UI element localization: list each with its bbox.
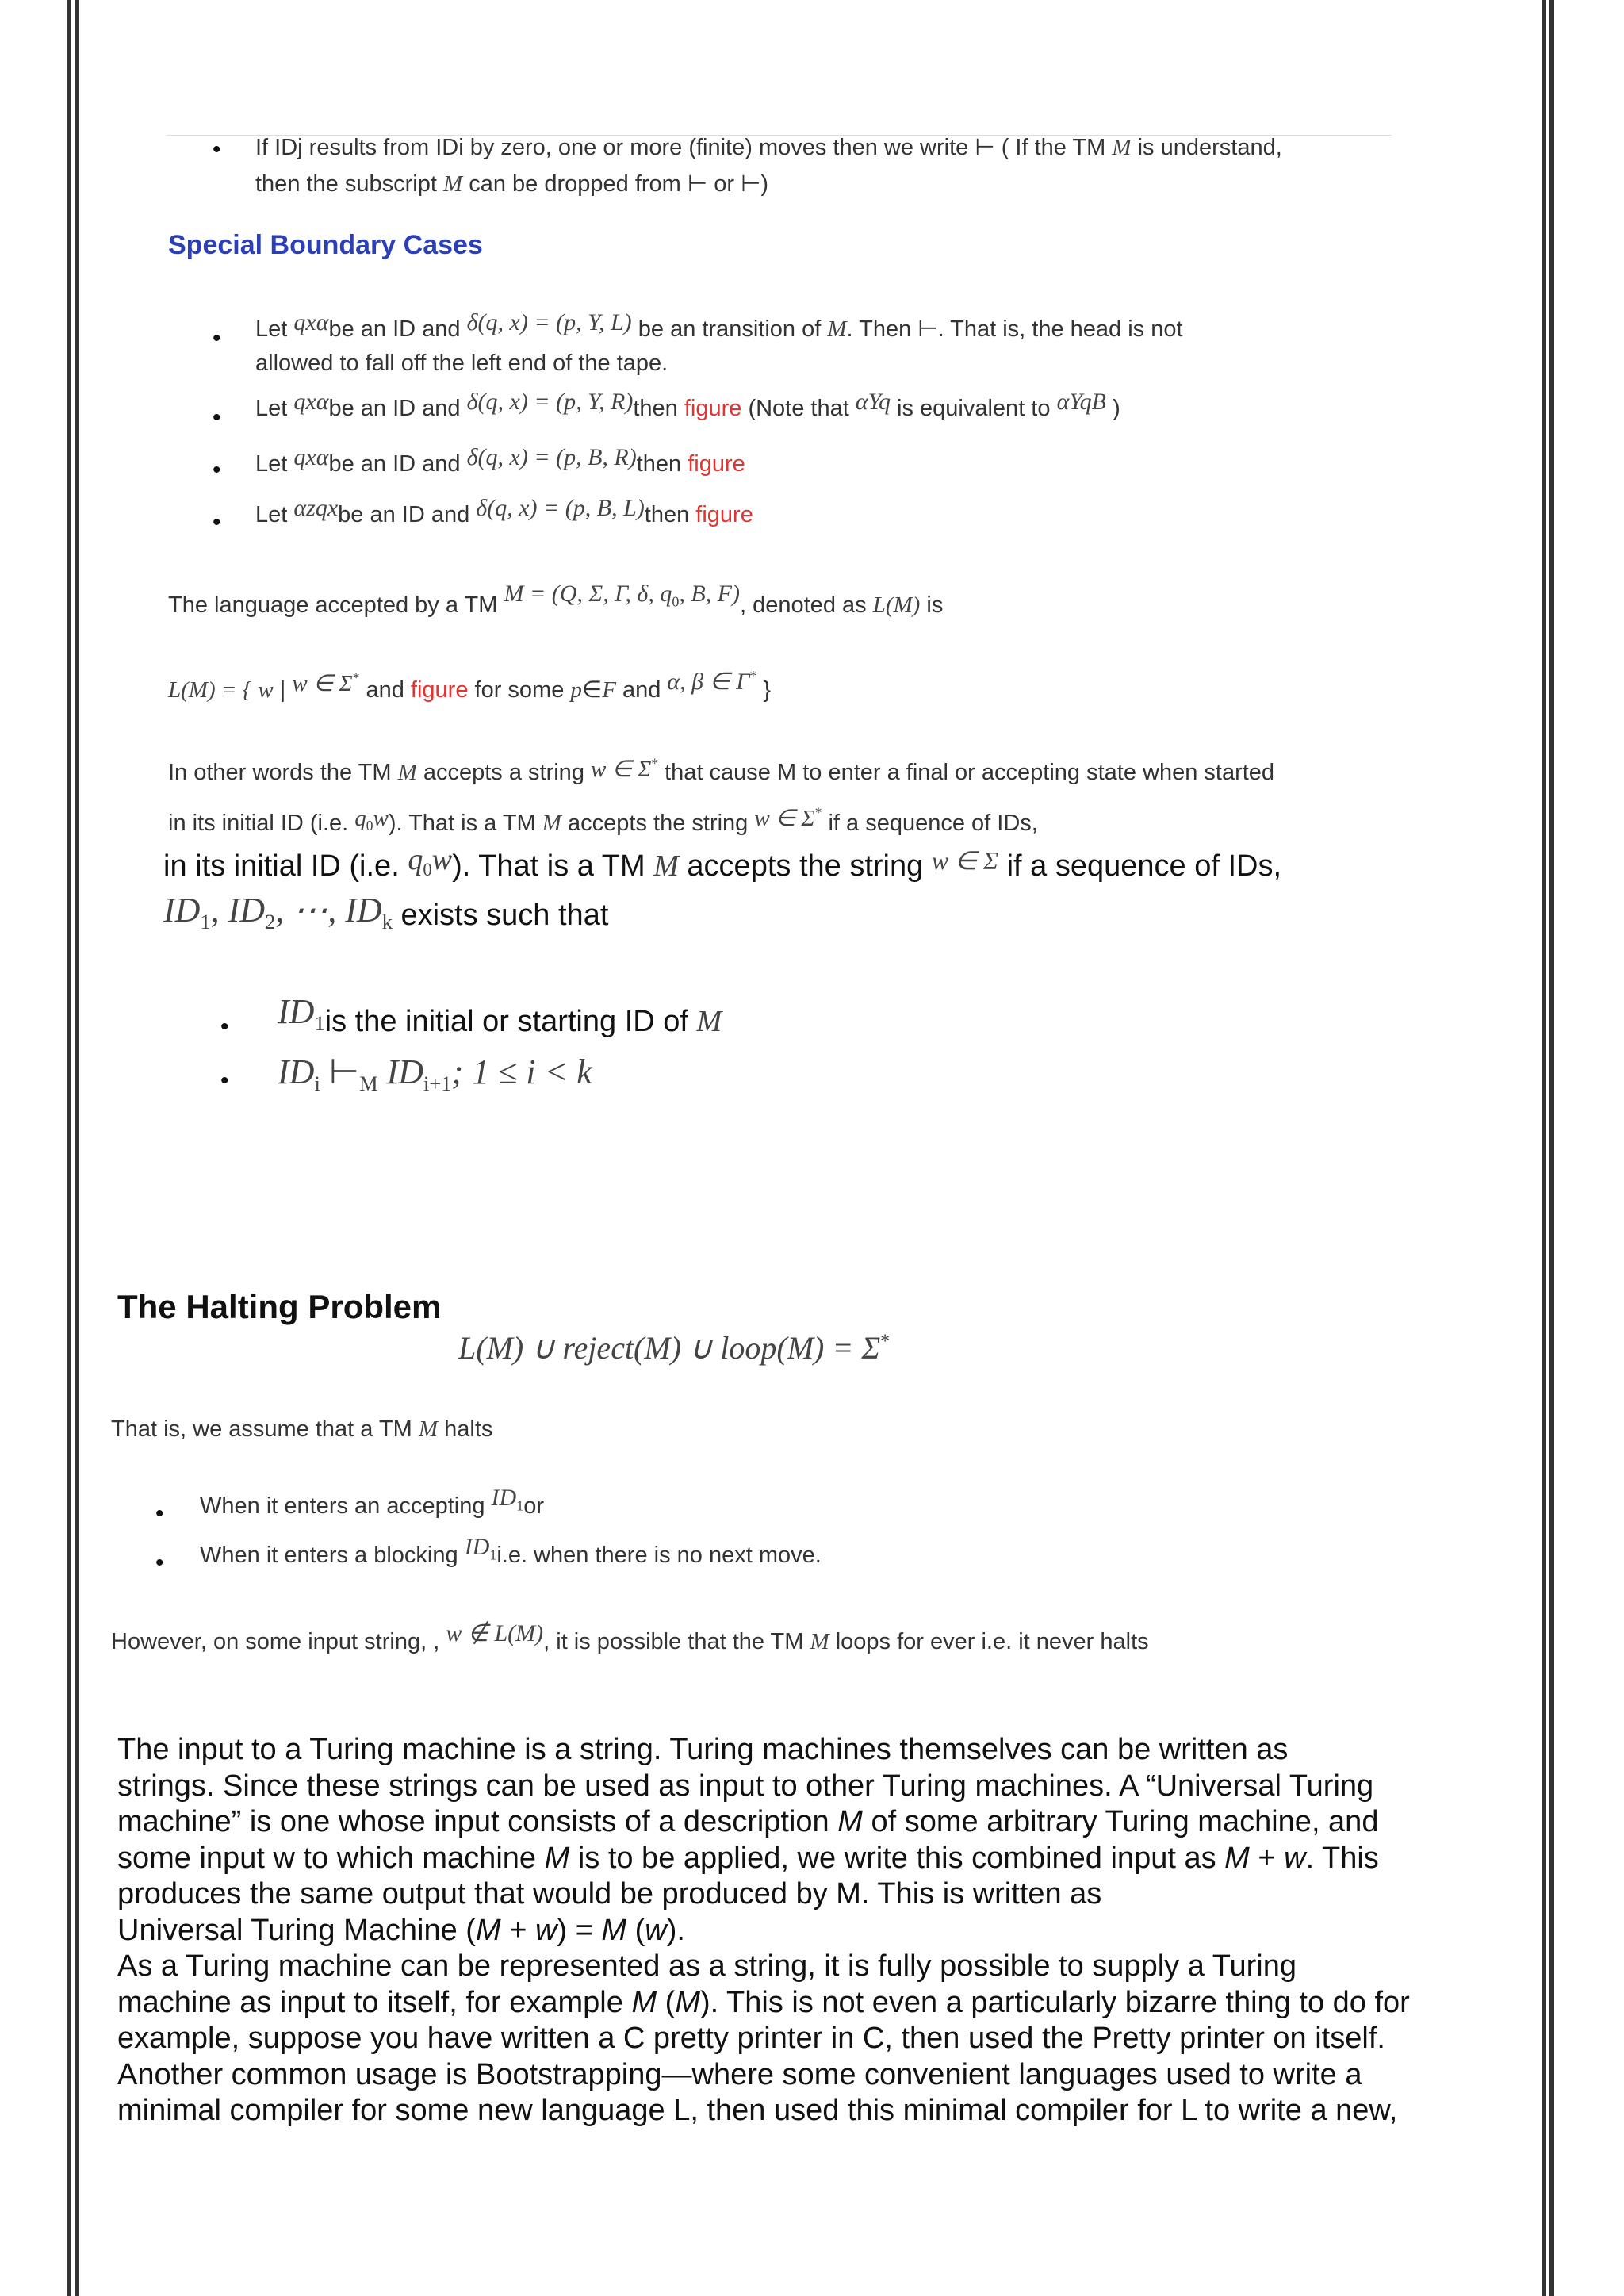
text-line bbox=[117, 1841, 1481, 1877]
figure-link[interactable]: figure bbox=[410, 677, 469, 703]
bullet-dot: • bbox=[213, 325, 221, 351]
text: M bbox=[475, 1913, 501, 1947]
turnstile-icon: ⊢ bbox=[917, 315, 938, 342]
text: ID bbox=[278, 1052, 315, 1091]
text: can be dropped from bbox=[469, 171, 681, 197]
text: Let bbox=[255, 451, 288, 477]
math-delta: δ(q, x) = (p, B, R) bbox=[466, 444, 637, 470]
text: for some bbox=[474, 677, 565, 703]
math-m: M bbox=[653, 849, 679, 883]
text: (Note that bbox=[748, 396, 849, 421]
text: | bbox=[279, 677, 286, 703]
id-sequence bbox=[163, 890, 608, 934]
bullet-dot: • bbox=[213, 509, 221, 535]
boundary-heading: Special Boundary Cases bbox=[168, 230, 483, 260]
text: w ∈ Σ bbox=[591, 757, 652, 782]
text: then the subscript bbox=[255, 171, 437, 197]
boundary-case2 bbox=[255, 389, 1120, 422]
text: loops for ever i.e. it never halts bbox=[835, 1629, 1149, 1654]
text: ID bbox=[464, 1534, 490, 1560]
text: That is, we assume that a TM bbox=[111, 1416, 412, 1442]
math-m: M bbox=[442, 171, 463, 197]
text: halts bbox=[444, 1416, 493, 1442]
math-m: M bbox=[827, 316, 847, 342]
math-w-notin-lm: w ∉ L(M) bbox=[446, 1620, 544, 1646]
text: w bbox=[645, 1913, 667, 1947]
text: machine as input to itself, for example bbox=[117, 1985, 623, 2019]
halting-blocking bbox=[200, 1534, 822, 1569]
bullet-dot: • bbox=[213, 404, 221, 431]
text: M bbox=[631, 1985, 657, 2019]
turnstile-icon: ⊢ bbox=[741, 170, 761, 197]
text: w bbox=[1284, 1841, 1306, 1875]
text: is to be applied, we write this combined input as bbox=[577, 1841, 1216, 1875]
text-line: example, suppose you have written a C pretty printer in C, then used the Pretty printer on itself. bbox=[117, 2022, 1385, 2055]
math-eq: αYq bbox=[855, 389, 891, 415]
text: in its initial ID (i.e. bbox=[163, 849, 400, 883]
math-w: w bbox=[258, 677, 274, 703]
text: then bbox=[636, 451, 682, 477]
text: accepts the string bbox=[568, 811, 749, 836]
halting-formula bbox=[458, 1329, 890, 1366]
body-paragraph bbox=[117, 1732, 1481, 2129]
text: ID bbox=[278, 992, 315, 1031]
text: i.e. when there is no next move. bbox=[496, 1543, 822, 1568]
idj-bullet-line2 bbox=[255, 170, 768, 197]
figure-link[interactable]: figure bbox=[684, 396, 742, 421]
idj-bullet-line1 bbox=[255, 133, 1282, 161]
text: 1 bbox=[489, 1547, 497, 1563]
text: and bbox=[366, 677, 404, 703]
text: ID bbox=[163, 891, 201, 930]
math-delta: δ(q, x) = (p, B, L) bbox=[476, 495, 645, 521]
text: w bbox=[431, 843, 453, 876]
text: 1 bbox=[516, 1497, 524, 1514]
idi-bullet bbox=[278, 1052, 592, 1096]
halting-accepting bbox=[200, 1485, 544, 1520]
page-border-left bbox=[67, 0, 79, 2296]
text: Universal Turing Machine ( bbox=[117, 1913, 476, 1947]
language-intro bbox=[168, 581, 943, 619]
text: ). That is a TM bbox=[452, 849, 645, 883]
math-w-in-sigma: w ∈ Σ bbox=[931, 846, 999, 875]
text: or bbox=[714, 171, 735, 197]
turnstile-icon: ⊢ bbox=[328, 1052, 360, 1092]
text: k bbox=[381, 910, 393, 934]
text: ). bbox=[666, 1913, 685, 1947]
text: In other words the TM bbox=[168, 760, 392, 785]
text: M bbox=[675, 1985, 700, 2019]
text: . This bbox=[1305, 1841, 1379, 1875]
math-id: qxα bbox=[293, 309, 329, 335]
text: ∈ bbox=[581, 677, 603, 703]
text: be an ID and bbox=[328, 396, 461, 421]
text-line bbox=[117, 1985, 1481, 2022]
math-w-in-sigma bbox=[292, 671, 359, 696]
math-f: F bbox=[602, 677, 616, 703]
text: , denoted as bbox=[740, 592, 867, 618]
text: ; 1 ≤ i < k bbox=[451, 1052, 592, 1091]
text: 1 bbox=[200, 910, 211, 934]
text: that cause M to enter a final or accepting state when started bbox=[665, 760, 1275, 785]
text: ∈ Σ bbox=[312, 671, 353, 696]
text-line: produces the same output that would be produced by M. This is written as bbox=[117, 1877, 1102, 1911]
text: is bbox=[926, 592, 944, 618]
bullet-dot: • bbox=[220, 1068, 229, 1094]
math-transition bbox=[278, 1052, 592, 1096]
text: M bbox=[837, 1805, 863, 1838]
math-m: M bbox=[542, 811, 561, 836]
text: be an ID and bbox=[338, 502, 470, 527]
text: if a sequence of IDs, bbox=[828, 811, 1038, 836]
turnstile-icon: ⊢ bbox=[687, 170, 708, 197]
halting-however bbox=[111, 1619, 1149, 1655]
text: When it enters an accepting bbox=[200, 1493, 485, 1519]
boundary-case1-line1 bbox=[255, 309, 1183, 343]
text: . That is, the head is not bbox=[937, 316, 1183, 342]
text: Let bbox=[255, 316, 288, 342]
page-border-right bbox=[1542, 0, 1554, 2296]
text: ( If the TM bbox=[1001, 135, 1106, 160]
text: ). That is a TM bbox=[388, 811, 536, 836]
text: M bbox=[544, 1841, 570, 1875]
text: is equivalent to bbox=[897, 396, 1051, 421]
bullet-dot: • bbox=[155, 1550, 164, 1576]
math-id: qxα bbox=[293, 389, 329, 415]
initial-id-small bbox=[168, 804, 1038, 837]
text-line: strings. Since these strings can be used as input to other Turing machines. A “Universal Turing bbox=[117, 1769, 1374, 1803]
text: if a sequence of IDs, bbox=[1006, 849, 1282, 883]
text: ID bbox=[345, 891, 382, 930]
in-other-words bbox=[168, 755, 1274, 786]
math-id1 bbox=[491, 1485, 524, 1514]
text: is understand, bbox=[1137, 135, 1282, 160]
halting-heading: The Halting Problem bbox=[117, 1288, 442, 1325]
math-p: p bbox=[570, 677, 582, 703]
math-m: M bbox=[397, 760, 417, 785]
math-eq: αYqB bbox=[1056, 389, 1106, 415]
text-line: Another common usage is Bootstrapping—where some convenient languages used to write a bbox=[117, 2057, 1362, 2091]
figure-link[interactable]: figure bbox=[695, 502, 753, 527]
text: * bbox=[880, 1331, 891, 1352]
language-definition bbox=[168, 668, 771, 703]
halting-assume bbox=[111, 1416, 492, 1443]
text: If IDj results from IDi by zero, one or more (finite) moves then we write bbox=[255, 135, 969, 160]
text: M = (Q, Σ, Γ, δ, q bbox=[504, 581, 672, 607]
text: + bbox=[1258, 1841, 1276, 1875]
text: , B, F) bbox=[679, 581, 740, 607]
text: q bbox=[354, 806, 366, 831]
math-lm: L(M) = { bbox=[168, 677, 252, 703]
text: 1 bbox=[314, 1011, 325, 1036]
text: ). This is not even a particularly bizarre thing to do for bbox=[699, 1985, 1410, 2019]
text: w bbox=[373, 806, 389, 831]
boundary-case4 bbox=[255, 495, 753, 528]
text-line bbox=[117, 1804, 1481, 1841]
text: ) bbox=[760, 171, 769, 197]
text-line: minimal compiler for some new language L, then used this minimal compiler for L to write a new, bbox=[117, 2094, 1398, 2127]
text: q bbox=[408, 843, 423, 876]
text: , it is possible that the TM bbox=[543, 1629, 804, 1654]
text: When it enters a blocking bbox=[200, 1543, 458, 1568]
math-id: αzqx bbox=[293, 495, 339, 521]
math-q0w bbox=[408, 843, 453, 880]
text: ID bbox=[228, 891, 266, 930]
math-lm: L(M) bbox=[872, 592, 921, 618]
text: M bbox=[601, 1913, 627, 1947]
text: of some arbitrary Turing machine, and bbox=[871, 1805, 1379, 1838]
id1-bullet bbox=[278, 991, 722, 1039]
text: 2 bbox=[265, 910, 276, 934]
math-w-in-sigma bbox=[591, 757, 658, 782]
text: ID bbox=[386, 1052, 424, 1091]
text: Let bbox=[255, 502, 288, 527]
math-tuple bbox=[504, 581, 740, 610]
text: ) = bbox=[557, 1913, 593, 1947]
text: accepts a string bbox=[423, 760, 584, 785]
text: 0 bbox=[423, 859, 432, 880]
math-id: qxα bbox=[293, 444, 329, 470]
text: . Then bbox=[846, 316, 912, 342]
text: then bbox=[633, 396, 678, 421]
text: i bbox=[314, 1071, 320, 1096]
bullet-dot: • bbox=[213, 457, 221, 483]
text: ) bbox=[1113, 396, 1120, 421]
text: M bbox=[359, 1071, 378, 1096]
text: machine” is one whose input consists of a description bbox=[117, 1805, 829, 1838]
turnstile-icon: ⊢ bbox=[975, 133, 995, 160]
figure-link[interactable]: figure bbox=[688, 451, 745, 477]
text: w bbox=[534, 1913, 557, 1947]
text: w ∈ Σ bbox=[754, 806, 815, 831]
text: } bbox=[763, 677, 772, 703]
text: * bbox=[651, 755, 659, 772]
text: and bbox=[622, 677, 661, 703]
math-m: M bbox=[418, 1416, 439, 1442]
text-line: As a Turing machine can be represented as a string, it is fully possible to supply a Turing bbox=[117, 1949, 1297, 1983]
math-id-seq bbox=[163, 891, 393, 934]
text: be an ID and bbox=[328, 316, 461, 342]
initial-id-large bbox=[163, 842, 1281, 884]
boundary-case1-line2: allowed to fall off the left end of the tape. bbox=[255, 351, 668, 376]
text: is the initial or starting ID of bbox=[324, 1005, 688, 1038]
bullet-dot: • bbox=[155, 1501, 164, 1527]
math-delta: δ(q, x) = (p, Y, L) bbox=[466, 309, 632, 335]
text: or bbox=[523, 1493, 544, 1519]
text: ( bbox=[665, 1985, 676, 2019]
text: * bbox=[749, 668, 757, 684]
text: Let bbox=[255, 396, 288, 421]
text: be an transition of bbox=[638, 316, 822, 342]
text-line: The input to a Turing machine is a string. Turing machines themselves can be written as bbox=[117, 1733, 1289, 1766]
text: α, β ∈ Γ bbox=[667, 669, 750, 695]
math-m: M bbox=[810, 1629, 829, 1654]
text: then bbox=[644, 502, 690, 527]
text: 0 bbox=[366, 818, 373, 834]
text: some input w to which machine bbox=[117, 1841, 537, 1875]
text: , ⋯, bbox=[275, 891, 337, 930]
text: ( bbox=[634, 1913, 645, 1947]
text: ID bbox=[491, 1485, 517, 1511]
text: be an ID and bbox=[328, 451, 461, 477]
math-id1 bbox=[278, 992, 325, 1036]
bullet-dot: • bbox=[220, 1014, 229, 1040]
text: * bbox=[814, 804, 822, 821]
text: in its initial ID (i.e. bbox=[168, 811, 349, 836]
math-m: M bbox=[696, 1005, 722, 1038]
text: exists such that bbox=[400, 899, 609, 932]
text: i+1 bbox=[423, 1071, 452, 1096]
math-q0w bbox=[354, 806, 389, 834]
math-delta: δ(q, x) = (p, Y, R) bbox=[466, 389, 634, 415]
math-id1 bbox=[464, 1534, 497, 1563]
boundary-case3 bbox=[255, 444, 745, 477]
text: 0 bbox=[672, 593, 680, 610]
text: + bbox=[509, 1913, 527, 1947]
text: L(M) ∪ reject(M) ∪ loop(M) = Σ bbox=[458, 1330, 881, 1366]
text: w bbox=[292, 671, 308, 696]
text: , bbox=[210, 891, 220, 930]
math-w-in-sigma bbox=[754, 806, 822, 831]
text: * bbox=[352, 669, 360, 686]
math-alpha-beta bbox=[667, 669, 756, 695]
math-m: M bbox=[1112, 135, 1132, 160]
bullet-dot: • bbox=[213, 136, 221, 163]
text-line bbox=[117, 1913, 1481, 1949]
text: However, on some input string, , bbox=[111, 1629, 440, 1654]
text: M bbox=[1224, 1841, 1250, 1875]
text: accepts the string bbox=[687, 849, 924, 883]
text: The language accepted by a TM bbox=[168, 592, 498, 618]
